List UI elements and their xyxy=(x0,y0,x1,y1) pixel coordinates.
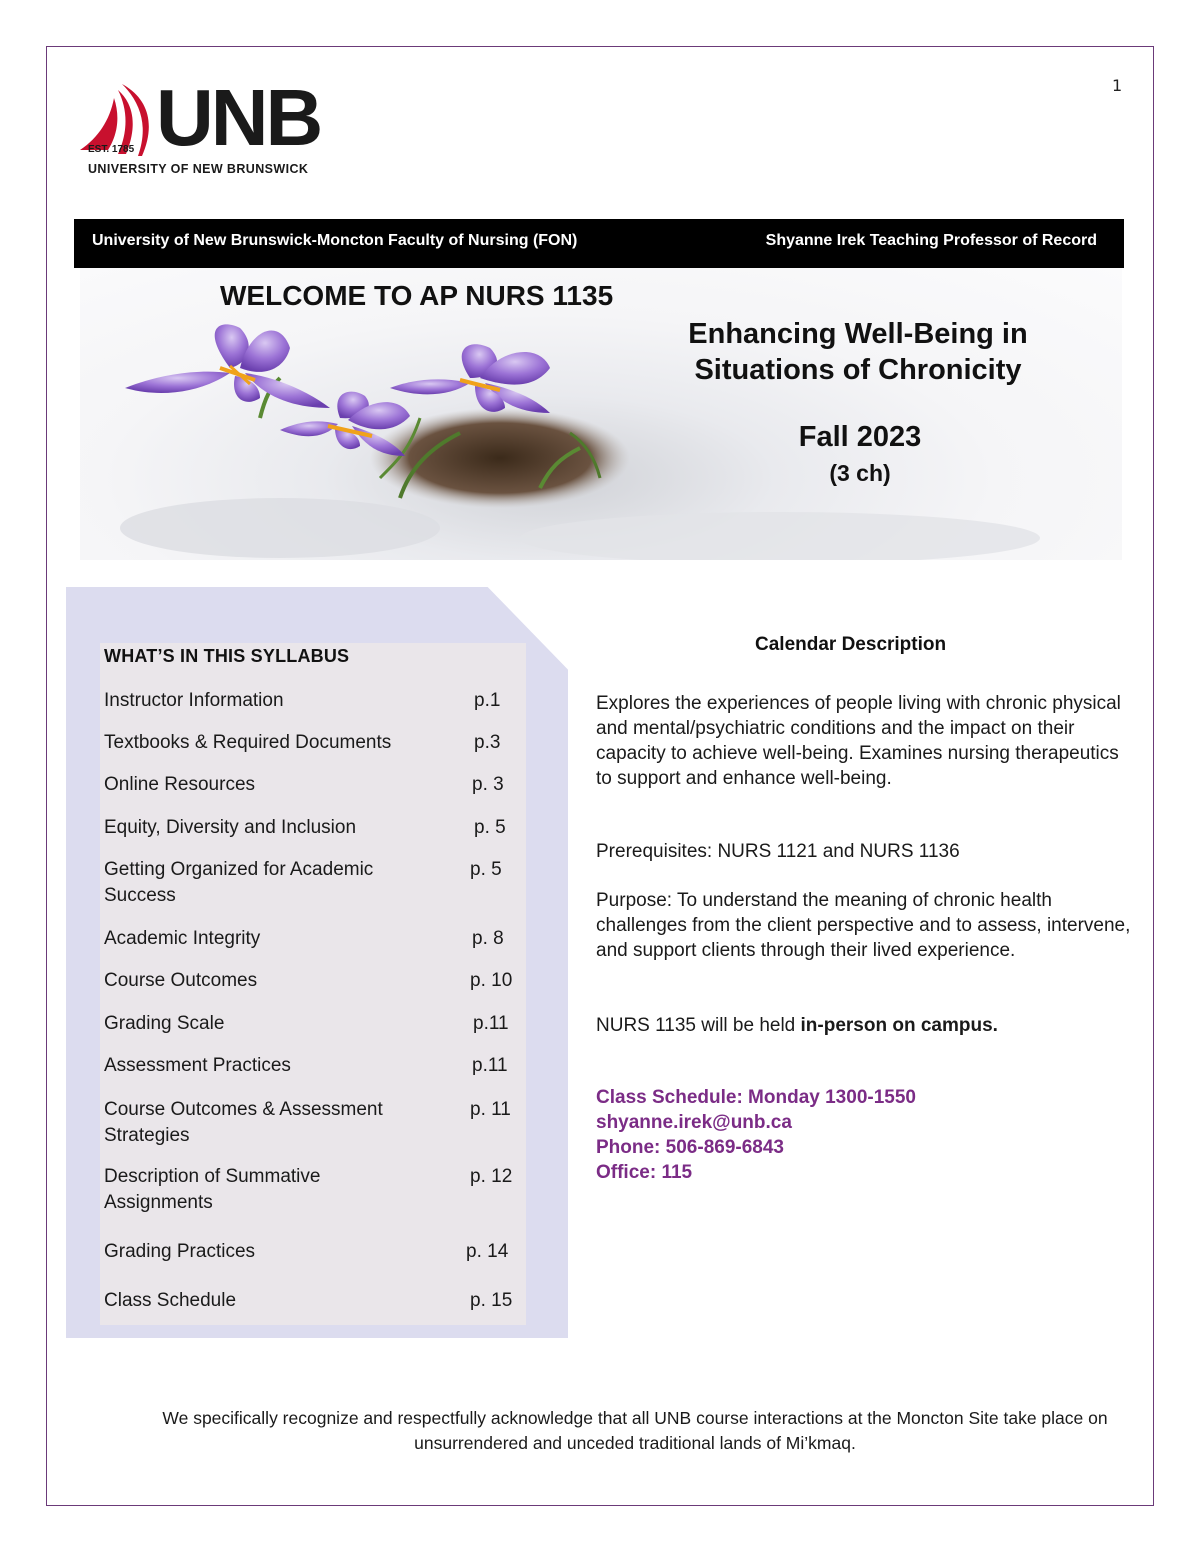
delivery-mode xyxy=(596,1013,1132,1038)
course-title: Enhancing Well-Being in Situations of Chronicity xyxy=(688,318,1028,386)
instructor-phone: Phone: 506-869-6843 xyxy=(596,1137,784,1158)
instructor-office: Office: 115 xyxy=(596,1162,693,1183)
toc-item-page: p.1 xyxy=(474,690,501,711)
toc-item-page: p. 10 xyxy=(470,970,513,991)
professor-name: Shyanne Irek Teaching Professor of Record xyxy=(765,232,1097,249)
toc-item-page: p. 5 xyxy=(470,859,502,880)
toc-item-label: Grading Practices xyxy=(104,1241,256,1262)
logo-wordmark: UNB xyxy=(156,73,321,162)
toc-item-page: p. 3 xyxy=(472,774,504,795)
delivery-prefix: NURS 1135 will be held xyxy=(596,1015,801,1036)
toc-item-page: p. 14 xyxy=(466,1241,509,1262)
toc-item-label: Grading Scale xyxy=(104,1013,225,1034)
toc-item-page: p. 12 xyxy=(470,1166,513,1187)
toc-item-label: Course Outcomes xyxy=(104,970,258,991)
toc-item-label: Online Resources xyxy=(104,774,256,795)
course-term: Fall 2023 xyxy=(798,421,922,453)
toc-item-label: Academic Integrity xyxy=(104,928,261,949)
toc-item-page: p. 11 xyxy=(470,1099,511,1120)
toc-item-page: p. 15 xyxy=(470,1290,513,1311)
credit-hours: (3 ch) xyxy=(829,460,891,486)
page-number: 1 xyxy=(1112,76,1123,95)
toc-item-label: Assessment Practices xyxy=(104,1055,291,1076)
toc-item-page: p. 5 xyxy=(474,817,506,838)
banner xyxy=(80,268,1122,560)
calendar-heading: Calendar Description xyxy=(755,634,947,655)
toc-item-label: Textbooks & Required Documents xyxy=(104,732,392,753)
class-schedule: Class Schedule: Monday 1300-1550 xyxy=(596,1087,916,1108)
land-acknowledgement: We specifically recognize and respectfully acknowledge that all UNB course interactions at the Moncton Site take place on unsurrendered and unceded traditional lands of Mi’kmaq. xyxy=(162,1408,1108,1453)
welcome-heading: WELCOME TO AP NURS 1135 xyxy=(220,280,614,311)
toc-item-label: Description of Summative Assignments xyxy=(104,1166,321,1213)
prerequisites: Prerequisites: NURS 1121 and NURS 1136 xyxy=(596,841,960,862)
calendar-description: Explores the experiences of people living with chronic physical and mental/psychiatric conditions and the impact on their capacity to achieve well-being. Examines nursing therapeutics to support and enhance well-being. xyxy=(596,693,1121,789)
header-bar xyxy=(74,219,1124,268)
toc-item-label: Instructor Information xyxy=(104,690,284,711)
unb-logo xyxy=(78,73,321,180)
course-purpose: Purpose: To understand the meaning of chronic health challenges from the client perspective and to assess, intervene, and support clients through their lived experience. xyxy=(596,890,1131,961)
toc-item-page: p.11 xyxy=(472,1055,508,1076)
logo-established: EST. 1785 xyxy=(88,144,135,155)
toc-item-label: Course Outcomes & Assessment Strategies xyxy=(104,1099,383,1146)
faculty-name: University of New Brunswick-Moncton Faculty of Nursing (FON) xyxy=(92,232,578,249)
toc-item-label: Equity, Diversity and Inclusion xyxy=(104,817,357,838)
toc-item-page: p.3 xyxy=(474,732,501,753)
toc-item-page: p. 8 xyxy=(472,928,504,949)
logo-university-name: UNIVERSITY OF NEW BRUNSWICK xyxy=(88,162,309,176)
toc-item-label: Class Schedule xyxy=(104,1290,237,1311)
delivery-mode-bold: in-person on campus. xyxy=(800,1015,998,1036)
instructor-email-link[interactable]: shyanne.irek@unb.ca xyxy=(596,1112,792,1133)
toc-item-page: p.11 xyxy=(473,1013,509,1034)
toc-heading: WHAT’S IN THIS SYLLABUS xyxy=(104,646,350,666)
toc-item-label: Getting Organized for Academic Success xyxy=(104,859,374,906)
